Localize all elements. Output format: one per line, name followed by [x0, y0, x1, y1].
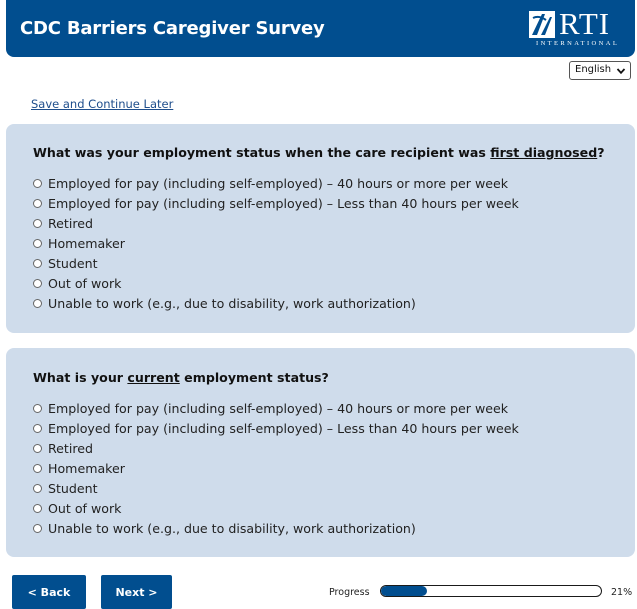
radio-button[interactable] [33, 404, 42, 413]
option-label: Retired [48, 215, 94, 231]
radio-option[interactable] [33, 518, 519, 538]
radio-button[interactable] [33, 239, 42, 248]
radio-button[interactable] [33, 199, 42, 208]
radio-option[interactable] [33, 213, 519, 233]
option-label: Employed for pay (including self-employed) – Less than 40 hours per week [48, 195, 519, 211]
question-1-text-part: What was your employment status when the care recipient was [33, 145, 491, 160]
radio-button[interactable] [33, 259, 42, 268]
option-label: Employed for pay (including self-employed) – 40 hours or more per week [48, 400, 509, 416]
question-2-options [33, 398, 519, 538]
rti-logo-subtext: INTERNATIONAL [536, 40, 620, 47]
option-label: Homemaker [48, 235, 125, 251]
radio-option[interactable] [33, 293, 519, 313]
question-2-text [33, 370, 329, 385]
question-2-text-part: What is your [33, 370, 128, 385]
next-button[interactable]: Next > [101, 575, 172, 609]
radio-option[interactable] [33, 193, 519, 213]
question-1-text [33, 145, 605, 160]
radio-option[interactable] [33, 418, 519, 438]
radio-button[interactable] [33, 484, 42, 493]
radio-button[interactable] [33, 444, 42, 453]
question-card-2 [6, 348, 635, 557]
radio-option[interactable] [33, 478, 519, 498]
radio-button[interactable] [33, 424, 42, 433]
option-label: Unable to work (e.g., due to disability, work authorization) [48, 295, 416, 311]
radio-option[interactable] [33, 398, 519, 418]
progress-bar [380, 585, 602, 597]
option-label: Out of work [48, 500, 122, 516]
radio-option[interactable] [33, 233, 519, 253]
option-label: Homemaker [48, 460, 125, 476]
radio-option[interactable] [33, 458, 519, 478]
radio-option[interactable] [33, 438, 519, 458]
option-label: Retired [48, 440, 94, 456]
radio-option[interactable] [33, 273, 519, 293]
question-1-text-end: ? [597, 145, 605, 160]
rti-logo [529, 8, 621, 52]
back-button[interactable]: < Back [12, 575, 86, 609]
question-card-1 [6, 124, 635, 333]
radio-button[interactable] [33, 299, 42, 308]
option-label: Student [48, 255, 98, 271]
language-select[interactable] [569, 61, 631, 80]
chevron-down-icon [616, 66, 626, 76]
radio-button[interactable] [33, 464, 42, 473]
rti-logo-mark-icon [529, 9, 557, 39]
option-label: Employed for pay (including self-employed) – 40 hours or more per week [48, 175, 509, 191]
radio-button[interactable] [33, 504, 42, 513]
survey-header [6, 0, 635, 57]
radio-option[interactable] [33, 173, 519, 193]
progress-bar-fill [381, 586, 427, 596]
language-select-value: English [575, 64, 612, 75]
save-and-continue-later-link[interactable]: Save and Continue Later [31, 97, 174, 111]
rti-logo-text: RTI [559, 6, 611, 41]
option-label: Unable to work (e.g., due to disability, work authorization) [48, 520, 416, 536]
option-label: Employed for pay (including self-employed) – Less than 40 hours per week [48, 420, 519, 436]
radio-button[interactable] [33, 219, 42, 228]
question-1-emphasis: first diagnosed [490, 145, 598, 160]
radio-option[interactable] [33, 253, 519, 273]
survey-title: CDC Barriers Caregiver Survey [20, 18, 325, 39]
option-label: Out of work [48, 275, 122, 291]
question-2-text-end: employment status? [179, 370, 329, 385]
radio-button[interactable] [33, 179, 42, 188]
progress-percent: 21% [611, 587, 633, 598]
radio-button[interactable] [33, 279, 42, 288]
question-2-emphasis: current [127, 370, 180, 385]
progress-label: Progress [329, 587, 370, 598]
question-1-options [33, 173, 519, 313]
option-label: Student [48, 480, 98, 496]
radio-option[interactable] [33, 498, 519, 518]
radio-button[interactable] [33, 524, 42, 533]
